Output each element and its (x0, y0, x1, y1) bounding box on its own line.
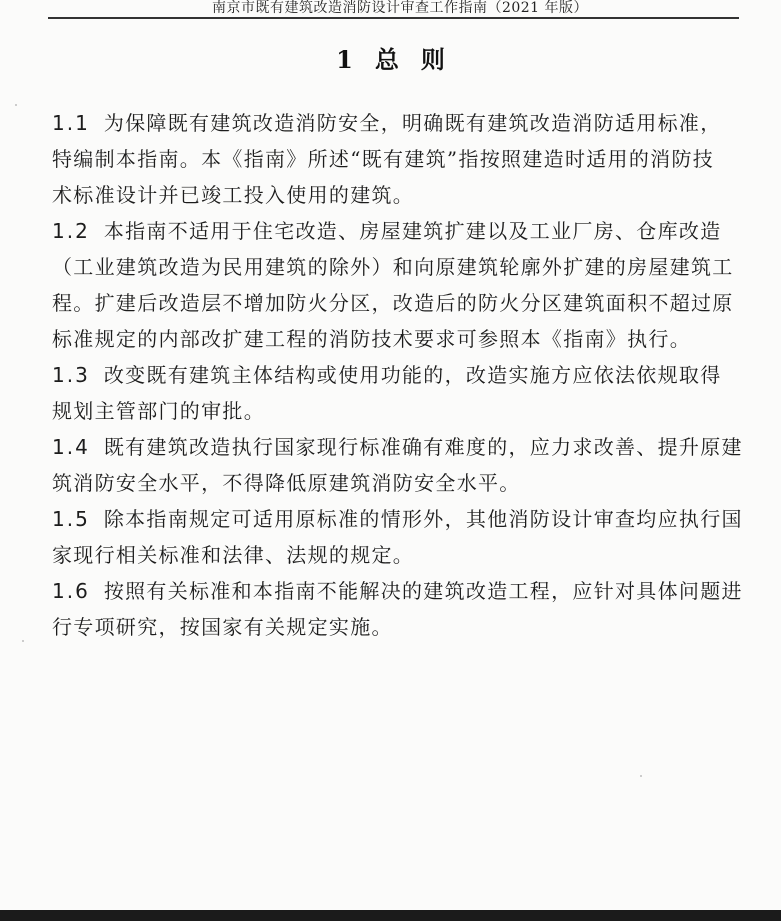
clause-line: 术标准设计并已竣工投入使用的建筑。 (52, 183, 415, 207)
scan-speck (15, 104, 17, 106)
clause-number: 1.6 (52, 579, 90, 603)
clause-number: 1.5 (52, 507, 90, 531)
clause-line: 1.6 按照有关标准和本指南不能解决的建筑改造工程，应针对具体问题进 (52, 579, 743, 603)
clause-line: 1.4 既有建筑改造执行国家现行标准确有难度的，应力求改善、提升原建 (52, 435, 743, 459)
chapter-title (0, 40, 781, 75)
clause-1-5 (52, 501, 742, 573)
clause-1-4 (52, 429, 742, 501)
chapter-body (52, 105, 742, 645)
clause-number: 1.3 (52, 363, 90, 387)
clause-1-1 (52, 105, 742, 213)
clause-line: 1.3 改变既有建筑主体结构或使用功能的，改造实施方应依法依规取得 (52, 363, 722, 387)
clause-line: 1.2 本指南不适用于住宅改造、房屋建筑扩建以及工业厂房、仓库改造 (52, 219, 722, 243)
clause-line: 特编制本指南。本《指南》所述“既有建筑”指按照建造时适用的消防技 (52, 147, 715, 171)
chapter-number: 1 (336, 45, 353, 74)
clause-1-2 (52, 213, 742, 357)
clause-1-3 (52, 357, 742, 429)
clause-number: 1.1 (52, 111, 90, 135)
clause-line: 规划主管部门的审批。 (52, 399, 265, 423)
running-header: 南京市既有建筑改造消防设计审查工作指南（2021 年版） (211, 0, 589, 16)
clause-line: 标准规定的内部改扩建工程的消防技术要求可参照本《指南》执行。 (52, 327, 691, 351)
scan-speck (22, 640, 24, 642)
chapter-title-part2: 则 (420, 45, 445, 74)
clause-line: 行专项研究，按国家有关规定实施。 (52, 615, 393, 639)
scan-speck (640, 775, 642, 777)
clause-line: 程。扩建后改造层不增加防火分区，改造后的防火分区建筑面积不超过原 (52, 291, 734, 315)
clause-number: 1.4 (52, 435, 90, 459)
clause-number: 1.2 (52, 219, 90, 243)
clause-1-6 (52, 573, 742, 645)
clause-line: 1.5 除本指南规定可适用原标准的情形外，其他消防设计审查均应执行国 (52, 507, 743, 531)
clause-line: 家现行相关标准和法律、法规的规定。 (52, 543, 415, 567)
clause-line: 1.1 为保障既有建筑改造消防安全，明确既有建筑改造消防适用标准， (52, 111, 722, 135)
clause-line: 筑消防安全水平，不得降低原建筑消防安全水平。 (52, 471, 521, 495)
clause-line: （工业建筑改造为民用建筑的除外）和向原建筑轮廓外扩建的房屋建筑工 (52, 255, 734, 279)
bottom-edge (0, 910, 781, 921)
header-rule (48, 17, 739, 19)
chapter-title-part1: 总 (374, 45, 399, 74)
